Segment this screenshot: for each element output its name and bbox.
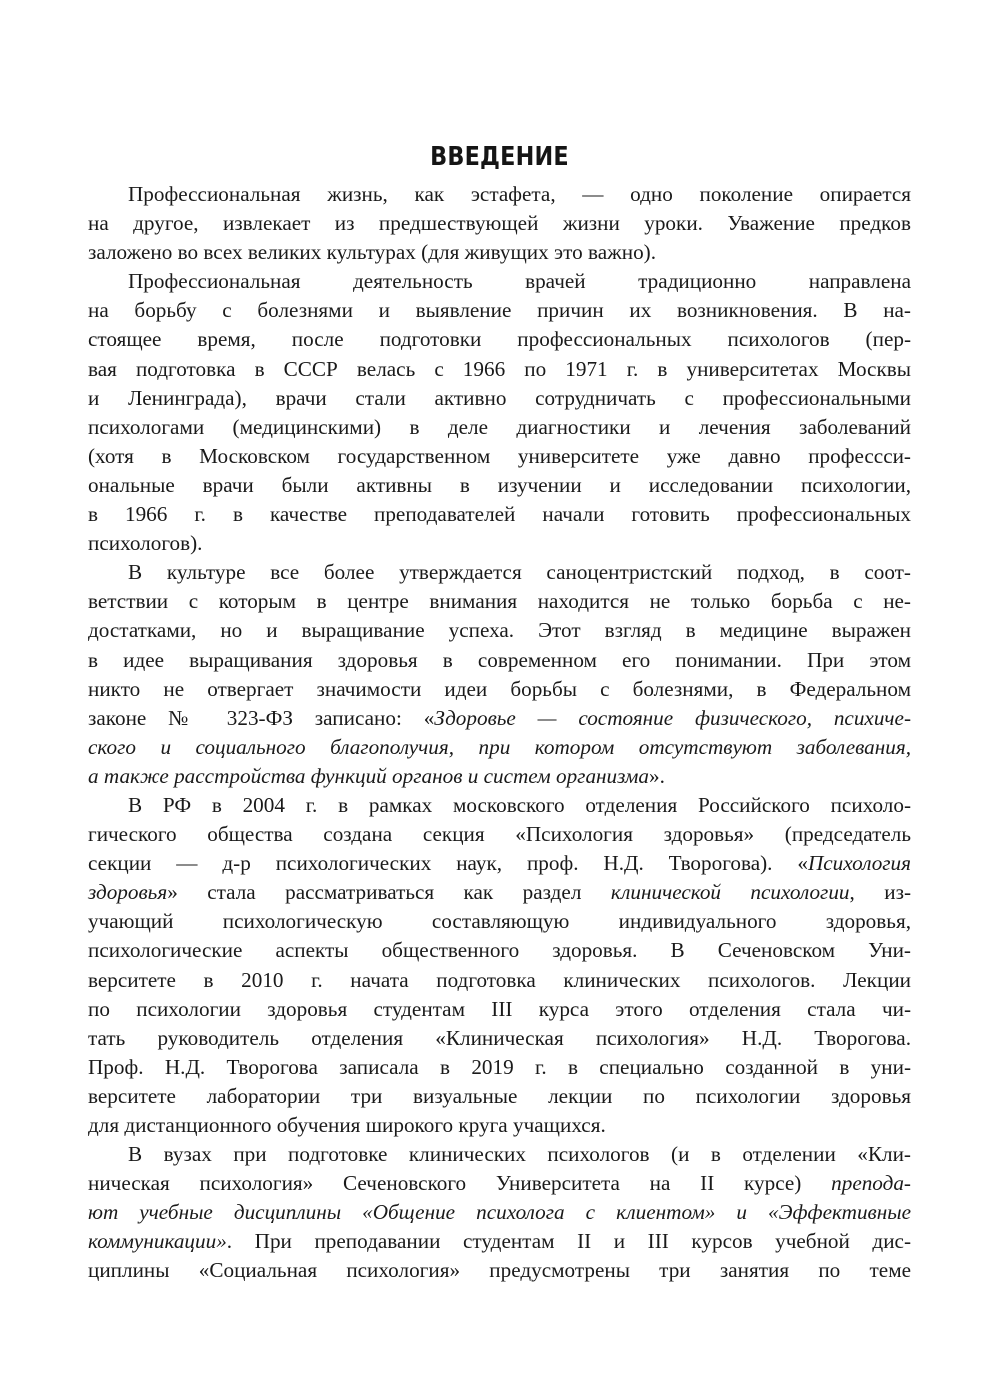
law-closing: ». [649, 763, 665, 788]
text-line: никто не отвергает значимости идеи борьбы с болезнями, в Федеральном [88, 676, 911, 701]
text-line: верситете лаборатории три визуальные лекции по психологии здоровья [88, 1083, 911, 1108]
text-line: гического общества создана секция «Психология здоровья» (председатель [88, 822, 911, 847]
text-line: ют учебные дисциплины «Общение психолога с клиентом» и «Эффективные [88, 1200, 911, 1225]
text-line: учающий психологическую составляющую индивидуального здоровья, [88, 909, 911, 934]
text-line: ского и социального благополучия, при котором отсутствуют заболевания, [88, 734, 911, 759]
section-name-italic-end: здоровья [88, 880, 168, 905]
section-desc: » стала рассматриваться как раздел [167, 880, 611, 905]
paragraph-1 [88, 180, 911, 267]
communications-italic: коммуникации» [88, 1229, 227, 1254]
text-line: В РФ в 2004 г. в рамках московского отделения Российского психоло- [128, 792, 911, 817]
text-line: в идее выращивания здоровья в современном его понимании. При этом [88, 647, 911, 672]
paragraph-2 [88, 267, 911, 558]
text-line: циплины «Социальная психология» предусмотрены три занятия по теме [88, 1258, 911, 1283]
teaching-italic: препода- [831, 1171, 911, 1196]
text-line: по психологии здоровья студентам III курса этого отделения стала чи- [88, 996, 911, 1021]
text-line: психологов). [88, 531, 203, 556]
law-prefix: законе № 323-ФЗ записано: « [88, 705, 435, 730]
text-line: Проф. Н.Д. Творогова записала в 2019 г. в специально созданной в уни- [88, 1054, 911, 1079]
text-line [88, 1227, 911, 1256]
section-head-text: секции — д-р психологических наук, проф. Н.Д. Творогова). « [88, 851, 808, 876]
clinical-psychology-italic: клинической психологии [610, 880, 850, 905]
text-line: заложено во всех великих культурах (для живущих это важно). [88, 240, 657, 265]
text-line: (хотя в Московском государственном университете уже давно профессси- [88, 443, 911, 468]
text-line: тать руководитель отделения «Клиническая психология» Н.Д. Творогова. [88, 1025, 911, 1050]
text-line: верситете в 2010 г. начата подготовка клинических психологов. Лекции [88, 967, 911, 992]
section-desc-end: , из- [849, 880, 911, 905]
text-line: стоящее время, после подготовки профессиональных психологов (пер- [88, 327, 911, 352]
text-line [88, 849, 911, 878]
law-quote-start: Здоровье — состояние физического, психиче- [434, 705, 911, 730]
text-line: на борьбу с болезнями и выявление причин их возникновения. В на- [88, 298, 911, 323]
paragraph-3 [88, 558, 911, 791]
law-quote-end: а также расстройства функций органов и систем организма [88, 763, 649, 788]
text-line: и Ленинграда), врачи стали активно сотрудничать с профессиональными [88, 385, 911, 410]
text-line: ветствии с которым в центре внимания находится не только борьба с не- [88, 589, 911, 614]
page-content [88, 136, 911, 1286]
text-line: В вузах при подготовке клинических психологов (и в отделении «Кли- [128, 1142, 911, 1167]
text-line [88, 878, 911, 907]
text-line: Профессиональная жизнь, как эстафета, — одно поколение опирается [128, 182, 911, 206]
text-line: для дистанционного обучения широкого круга учащихся. [88, 1113, 606, 1137]
text-line: вая подготовка в СССР велась с 1966 по 1971 г. в университетах Москвы [88, 356, 911, 381]
text-line: психологические аспекты общественного здоровья. В Сеченовском Уни- [88, 938, 911, 963]
text-line [88, 762, 911, 791]
text-line: В культуре все более утверждается саноцентристский подход, в соот- [128, 560, 911, 585]
text-line: достатками, но и выращивание успеха. Этот взгляд в медицине выражен [88, 618, 911, 643]
text-line: в 1966 г. в качестве преподавателей начали готовить профессиональных [88, 502, 911, 527]
chapter-title: ВВЕДЕНИЕ [430, 142, 569, 172]
section-name-italic: Психология [807, 851, 911, 876]
paragraph-4 [88, 791, 911, 1140]
paragraph-5 [88, 1140, 911, 1285]
text-line: психологами (медицинскими) в деле диагностики и лечения заболеваний [88, 414, 911, 439]
dept-text: ническая психология» Сеченовского Университета на II курсе) [88, 1171, 832, 1196]
text-line [88, 1169, 911, 1198]
teaching-text: . При преподавании студентам II и III курсов учебной дис- [226, 1229, 911, 1254]
text-line: на другое, извлекает из предшествующей жизни уроки. Уважение предков [88, 211, 911, 236]
text-line [88, 704, 911, 733]
text-line: ональные врачи были активны в изучении и исследовании психологии, [88, 472, 911, 497]
text-line: Профессиональная деятельность врачей традиционно направлена [128, 269, 911, 294]
